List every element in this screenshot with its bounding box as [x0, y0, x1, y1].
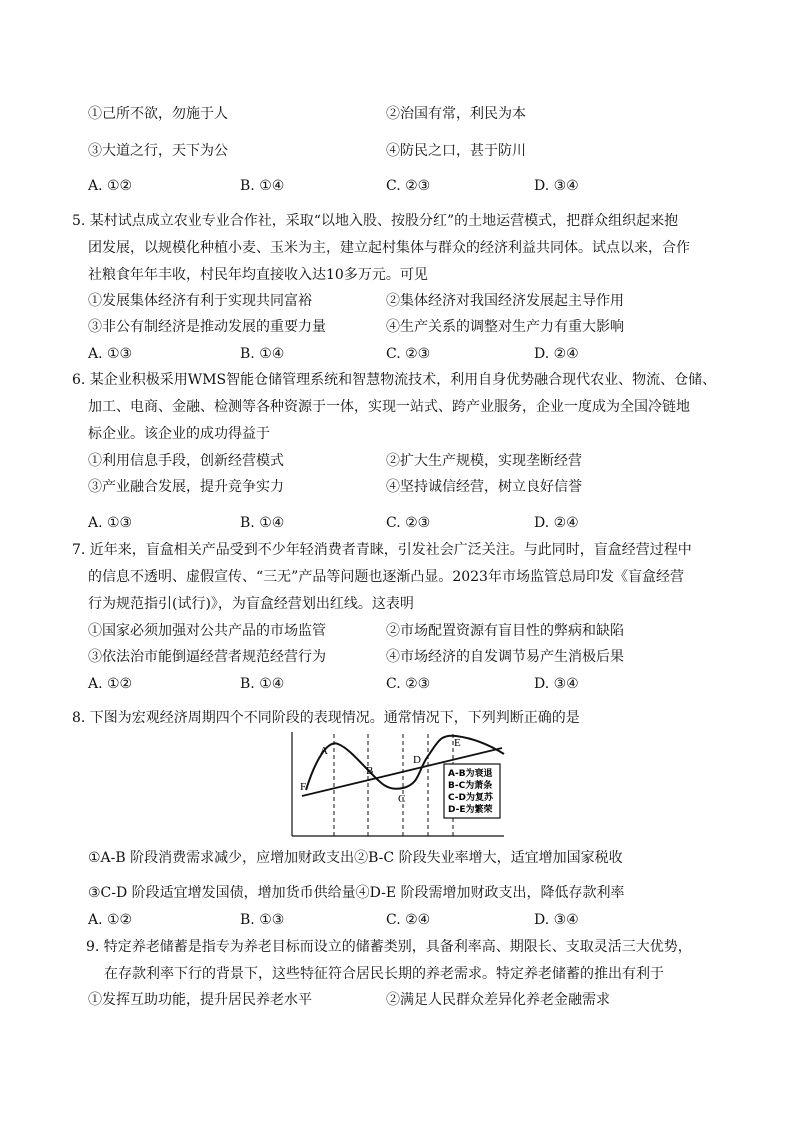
q5-option-1: ①发展集体经济有利于实现共同富裕: [88, 293, 312, 309]
q7-option-3: ③依法治市能倒逼经营者规范经营行为: [88, 649, 326, 665]
q4-option-4: ④防民之口，甚于防川: [386, 143, 526, 159]
q7-option-2: ②市场配置资源有盲目性的弊病和缺陷: [386, 623, 624, 639]
q4-choice-c: C. ②③: [386, 178, 431, 194]
q6-stem-line-3: 标企业。该企业的成功得益于: [88, 426, 270, 442]
q4-option-2: ②治国有常，利民为本: [386, 106, 526, 122]
q8-choice-a: A. ①②: [88, 912, 133, 928]
q7-option-1: ①国家必须加强对公共产品的市场监管: [88, 623, 326, 639]
q6-option-4: ④坚持诚信经营，树立良好信誉: [386, 479, 582, 495]
q5-choice-a: A. ①③: [88, 346, 133, 362]
q6-option-2: ②扩大生产规模，实现垄断经营: [386, 453, 582, 469]
q7-stem-line-3: 行为规范指引(试行)》，为盲盒经营划出红线。这表明: [88, 596, 414, 612]
q9-stem-line-1: 9. 特定养老储蓄是指专为养老目标而设立的储蓄类别，具备利率高、期限长、支取灵活三大优势，: [86, 939, 692, 955]
q5-stem-line-1: 5. 某村试点成立农业专业合作社，采取“以地入股、按股分红”的土地运营模式，把群众组织起来抱: [72, 213, 679, 229]
q5-option-2: ②集体经济对我国经济发展起主导作用: [386, 293, 624, 309]
q6-option-3: ③产业融合发展，提升竞争实力: [88, 479, 284, 495]
q6-stem-line-1: 6. 某企业积极采用WMS智能仓储管理系统和智慧物流技术，利用自身优势融合现代农业、物流、仓储、: [72, 372, 717, 388]
q5-stem-line-2: 团发展，以规模化种植小麦、玉米为主，建立起村集体与群众的经济利益共同体。试点以来，合作: [88, 240, 690, 256]
q6-stem-line-2: 加工、电商、金融、检测等各种资源于一体，实现一站式、跨产业服务，企业一度成为全国冷链地: [88, 399, 690, 415]
q7-choice-c: C. ②③: [386, 676, 431, 692]
q7-stem-line-1: 7. 近年来，盲盒相关产品受到不少年轻消费者青睐，引发社会广泛关注。与此同时，盲盒经营过程中: [72, 542, 692, 558]
point-label-b: B: [366, 765, 374, 777]
business-cycle-figure: [288, 730, 506, 838]
q4-option-3: ③大道之行，天下为公: [88, 143, 228, 159]
q7-choice-d: D. ③④: [534, 676, 579, 692]
q7-choice-b: B. ①④: [240, 676, 285, 692]
q8-options-1-2: ①A-B 阶段消费需求减少，应增加财政支出②B-C 阶段失业率增大，适宜增加国家税收: [88, 850, 623, 866]
legend-item-ab: A-B为衰退: [448, 769, 493, 779]
q4-choice-b: B. ①④: [240, 178, 285, 194]
q5-option-4: ④生产关系的调整对生产力有重大影响: [386, 319, 624, 335]
q9-option-2: ②满足人民群众差异化养老金融需求: [386, 992, 610, 1008]
point-label-d: D: [413, 754, 421, 766]
q4-option-1: ①己所不欲，勿施于人: [88, 106, 228, 122]
legend-item-de: D-E为繁荣: [448, 805, 493, 815]
point-label-c: C: [398, 793, 406, 805]
q8-choice-b: B. ①③: [240, 912, 285, 928]
q4-choice-a: A. ①②: [88, 178, 133, 194]
q4-choice-d: D. ③④: [534, 178, 579, 194]
q7-stem-line-2: 的信息不透明、虚假宣传、“三无”产品等问题也逐渐凸显。2023年市场监管总局印发《盲盒经营: [88, 569, 684, 585]
q6-choice-b: B. ①④: [240, 515, 285, 531]
q8-stem: 8. 下图为宏观经济周期四个不同阶段的表现情况。通常情况下，下列判断正确的是: [72, 710, 580, 726]
q6-choice-c: C. ②③: [386, 515, 431, 531]
q8-options-3-4: ③C-D 阶段适宜增发国债，增加货币供给量④D-E 阶段需增加财政支出，降低存款利率: [88, 885, 625, 901]
legend-item-cd: C-D为复苏: [448, 793, 494, 803]
q8-choice-c: C. ②④: [386, 912, 431, 928]
q6-option-1: ①利用信息手段，创新经营模式: [88, 453, 284, 469]
q7-option-4: ④市场经济的自发调节易产生消极后果: [386, 649, 624, 665]
point-label-f: F: [300, 781, 307, 793]
q7-choice-a: A. ①②: [88, 676, 133, 692]
q9-option-1: ①发挥互助功能，提升居民养老水平: [88, 992, 312, 1008]
point-label-a: A: [320, 745, 328, 757]
q9-stem-line-2: 在存款利率下行的背景下，这些特征符合居民长期的养老需求。特定养老储蓄的推出有利于: [104, 966, 664, 982]
point-label-e: E: [454, 737, 461, 749]
q5-option-3: ③非公有制经济是推动发展的重要力量: [88, 319, 326, 335]
q6-choice-d: D. ②④: [534, 515, 579, 531]
q5-stem-line-3: 社粮食年年丰收，村民年均直接收入达10多万元。可见: [88, 267, 428, 283]
q5-choice-b: B. ①④: [240, 346, 285, 362]
q6-choice-a: A. ①③: [88, 515, 133, 531]
legend-item-bc: B-C为萧条: [448, 781, 493, 791]
q8-choice-d: D. ③④: [534, 912, 579, 928]
q5-choice-d: D. ②④: [534, 346, 579, 362]
q5-choice-c: C. ②③: [386, 346, 431, 362]
